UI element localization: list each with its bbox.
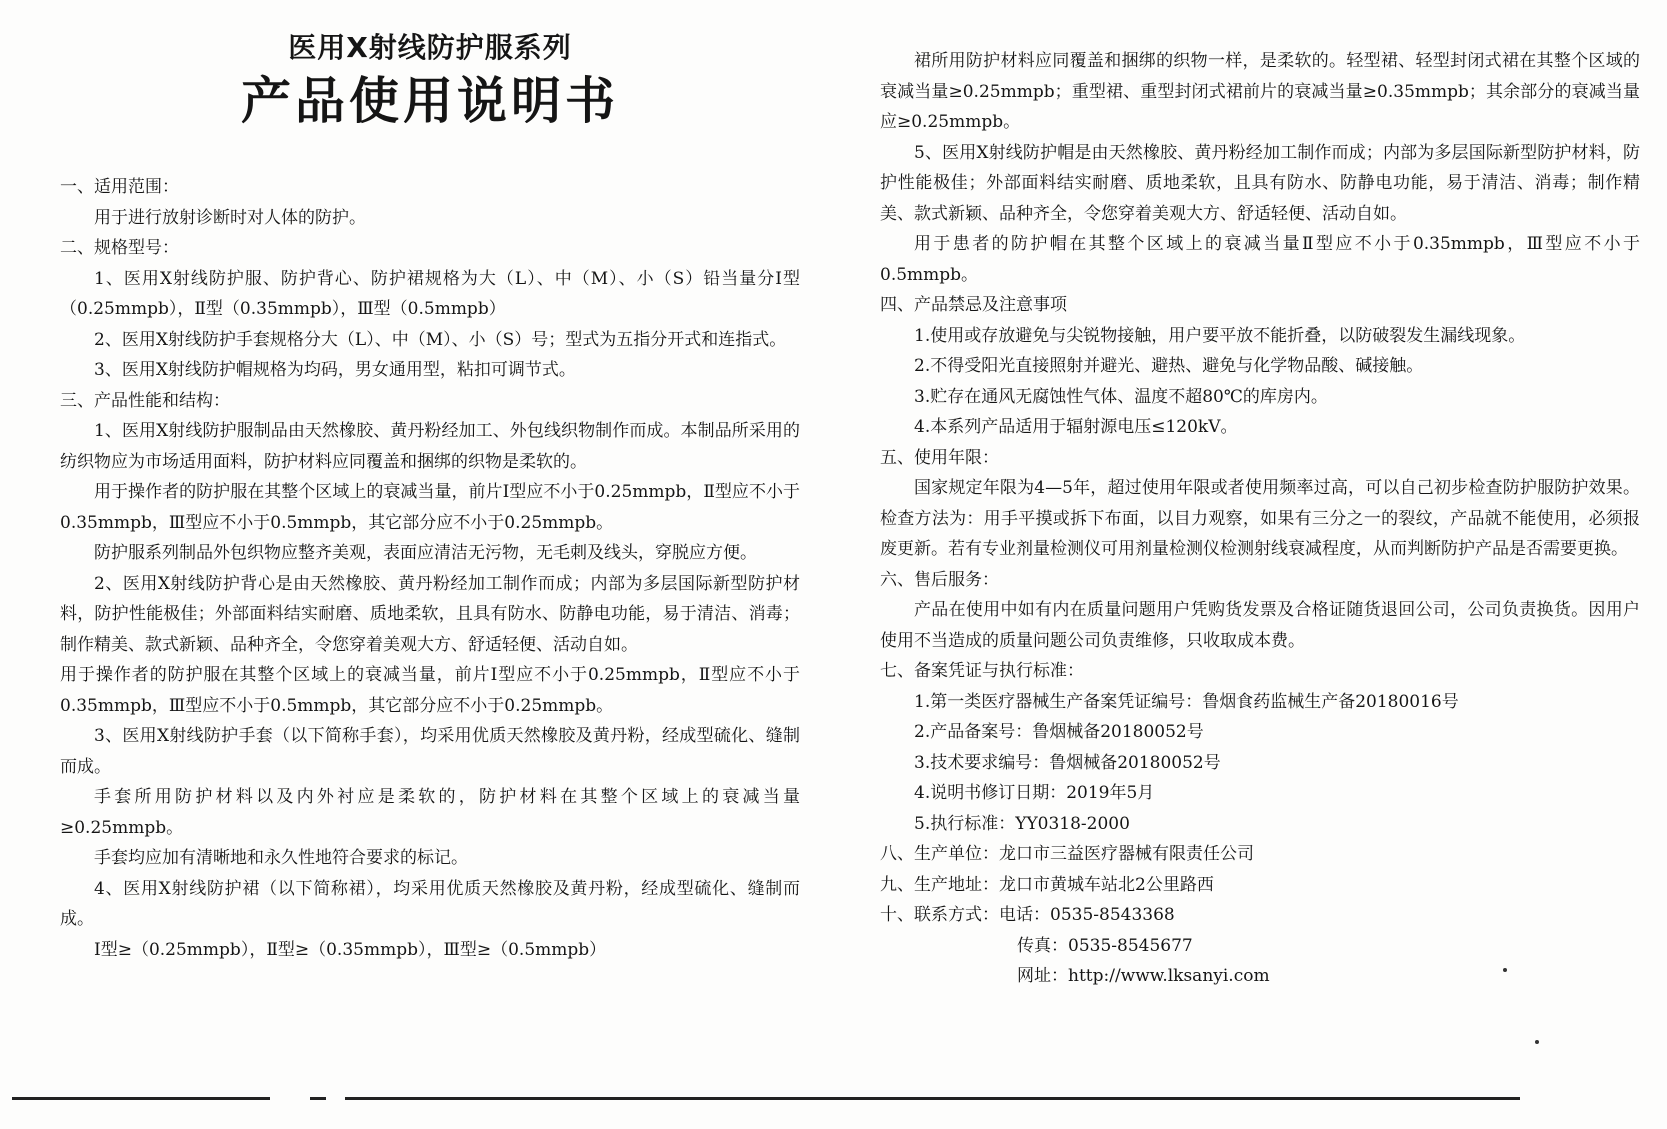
paragraph: 1.使用或存放避免与尖锐物接触，用户要平放不能折叠，以防破裂发生漏线现象。 (914, 325, 1526, 346)
paragraph: Ⅰ型≥（0.25mmpb），Ⅱ型≥（0.35mmpb），Ⅲ型≥（0.5mmpb） (94, 939, 607, 960)
bottom-rule (345, 1097, 1520, 1100)
scan-speck (1503, 968, 1507, 972)
paragraph: 4、医用X射线防护裙（以下简称裙），均采用优质天然橡胶及黄丹粉，经成型硫化、缝制而成。 (60, 878, 800, 929)
paragraph: 1、医用X射线防护服制品由天然橡胶、黄丹粉经加工、外包线织物制作而成。本制品所采用的纺织物应为市场适用面料，防护材料应同覆盖和捆绑的织物是柔软的。 (60, 421, 800, 472)
paragraph: 3.贮存在通风无腐蚀性气体、温度不超80℃的库房内。 (914, 386, 1328, 407)
paragraph: 用于操作者的防护服在其整个区域上的衰减当量，前片Ⅰ型应不小于0.25mmpb，Ⅱ型应不小于0.35mmpb，Ⅲ型应不小于0.5mmpb，其它部分应不小于0.25mmpb。 (60, 482, 800, 533)
paragraph: 2.不得受阳光直接照射并避光、避热、避免与化学物品酸、碱接触。 (914, 356, 1424, 376)
paragraph: 2、医用X射线防护手套规格分大（L）、中（M）、小（S）号；型式为五指分开式和连指式。 (94, 329, 787, 350)
section-heading: 二、规格型号： (60, 238, 179, 258)
paragraph: 2、医用X射线防护背心是由天然橡胶、黄丹粉经加工制作而成；内部为多层国际新型防护材料，防护性能极佳；外部面料结实耐磨、质地柔软，且具有防水、防静电功能，易于清洁、消毒；制作精美、款式新颖、品种齐全，令您穿着美观大方、舒适轻便、活动自如。 (60, 573, 800, 655)
paragraph: 裙所用防护材料应同覆盖和捆绑的织物一样，是柔软的。轻型裙、轻型封闭式裙在其整个区域的衰减当量≥0.25mmpb；重型裙、重型封闭式裙前片的衰减当量≥0.35mmpb；其余部分的衰减当量应≥0.25mmpb。 (880, 51, 1640, 132)
paragraph: 网址：http://www.lksanyi.com (1017, 966, 1270, 986)
section-heading: 三、产品性能和结构： (60, 390, 230, 411)
paragraph: 4.本系列产品适用于辐射源电压≤120kV。 (914, 417, 1238, 437)
right-column (880, 0, 1640, 992)
paragraph: 3.技术要求编号：鲁烟械备20180052号 (914, 752, 1221, 773)
paragraph: 用于进行放射诊断时对人体的防护。 (94, 207, 366, 228)
scan-speck (1535, 1040, 1539, 1044)
paragraph: 手套所用防护材料以及内外衬应是柔软的，防护材料在其整个区域上的衰减当量≥0.25mmpb。 (60, 787, 800, 838)
section-heading: 十、联系方式：电话：0535-8543368 (880, 905, 1175, 925)
paragraph: 产品在使用中如有内在质量问题用户凭购货发票及合格证随货退回公司，公司负责换货。因用户使用不当造成的质量问题公司负责维修，只收取成本费。 (880, 600, 1640, 651)
paragraph: 5.执行标准：YY0318-2000 (914, 813, 1130, 834)
paragraph: 4.说明书修订日期：2019年5月 (914, 783, 1155, 803)
bottom-rule (12, 1097, 270, 1100)
left-body-text (60, 172, 800, 965)
document-title: 产品使用说明书 (241, 72, 619, 130)
paragraph: 2.产品备案号：鲁烟械备20180052号 (914, 722, 1204, 742)
paragraph: 3、医用X射线防护帽规格为均码，男女通用型，粘扣可调节式。 (94, 360, 576, 380)
paragraph: 国家规定年限为4—5年，超过使用年限或者使用频率过高，可以自己初步检查防护服防护效果。检查方法为：用手平摸或拆下布面，以目力观察，如果有三分之一的裂纹，产品就不能使用，必须报废更新。若有专业剂量检测仪可用剂量检测仪检测射线衰减程度，从而判断防护产品是否需要更换。 (880, 478, 1640, 559)
section-heading: 六、售后服务： (880, 569, 999, 590)
section-heading: 九、生产地址：龙口市黄城车站北2公里路西 (880, 874, 1214, 895)
title-block (60, 30, 800, 132)
left-column (60, 0, 800, 965)
section-heading: 四、产品禁忌及注意事项 (880, 295, 1067, 315)
paragraph: 1、医用X射线防护服、防护背心、防护裙规格为大（L）、中（M）、小（S）铅当量分Ⅰ型（0.25mmpb），Ⅱ型（0.35mmpb），Ⅲ型（0.5mmpb） (60, 268, 800, 319)
section-heading: 五、使用年限： (880, 447, 999, 468)
section-heading: 一、适用范围： (60, 177, 179, 197)
section-heading: 七、备案凭证与执行标准： (880, 661, 1084, 681)
section-heading: 用于操作者的防护服在其整个区域上的衰减当量，前片Ⅰ型应不小于0.25mmpb，Ⅱ型应不小于0.35mmpb，Ⅲ型应不小于0.5mmpb，其它部分应不小于0.25mmpb。 (60, 665, 800, 716)
paragraph: 5、医用X射线防护帽是由天然橡胶、黄丹粉经加工制作而成；内部为多层国际新型防护材料，防护性能极佳；外部面料结实耐磨、质地柔软，且具有防水、防静电功能，易于清洁、消毒；制作精美、款式新颖、品种齐全，令您穿着美观大方、舒适轻便、活动自如。 (880, 142, 1640, 224)
paragraph: 1.第一类医疗器械生产备案凭证编号：鲁烟食药监械生产备20180016号 (914, 691, 1459, 712)
section-heading: 八、生产单位：龙口市三益医疗器械有限责任公司 (880, 844, 1254, 864)
paragraph: 传真：0535-8545677 (1017, 935, 1193, 956)
paragraph: 3、医用X射线防护手套（以下简称手套），均采用优质天然橡胶及黄丹粉，经成型硫化、缝制而成。 (60, 726, 800, 777)
paragraph: 防护服系列制品外包织物应整齐美观，表面应清洁无污物，无毛刺及线头，穿脱应方便。 (94, 543, 757, 563)
document-subtitle: 医用X射线防护服系列 (288, 31, 572, 64)
bottom-rule (310, 1097, 326, 1100)
right-body-text (880, 46, 1640, 992)
paragraph: 用于患者的防护帽在其整个区域上的衰减当量Ⅱ型应不小于0.35mmpb，Ⅲ型应不小于0.5mmpb。 (880, 234, 1640, 285)
paragraph: 手套均应加有清晰地和永久性地符合要求的标记。 (94, 848, 468, 868)
